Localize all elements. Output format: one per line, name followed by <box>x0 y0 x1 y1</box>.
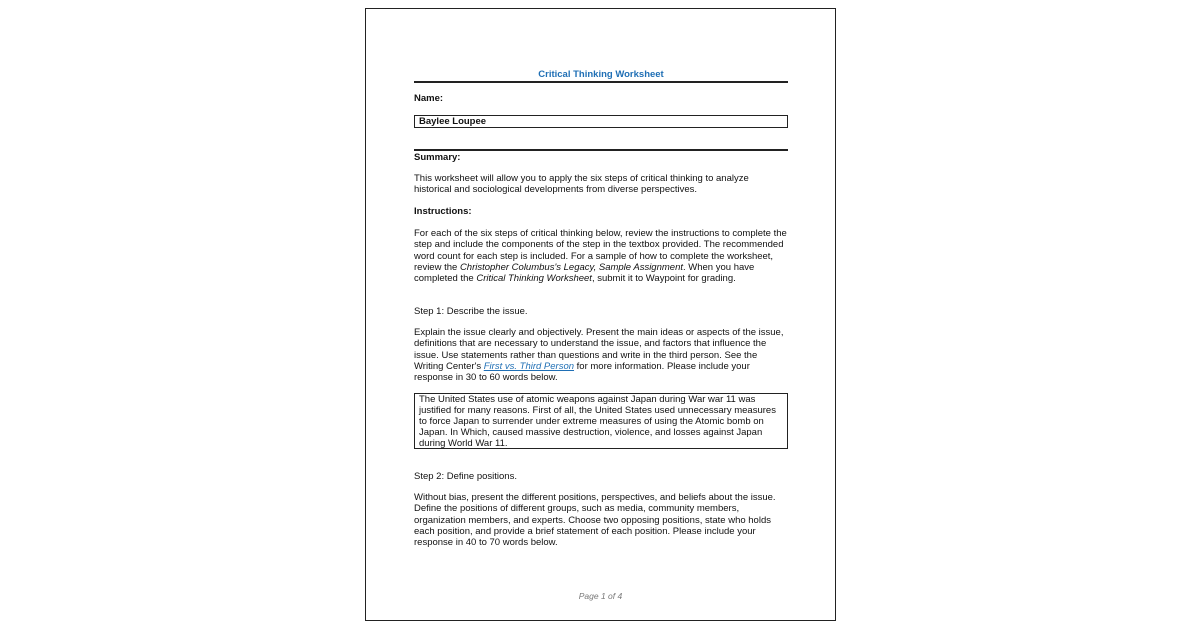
step2-instructions: Without bias, present the different positions, perspectives, and beliefs about the issue. Define the positions of different groups, such as media, community members, organization members, and experts. Choose two opposing positions, state who holds each position, and provide a brief statement of each position. Please include your response in 40 to 70 words below. <box>414 492 776 549</box>
name-value: Baylee Loupee <box>419 116 487 127</box>
first-vs-third-person-link[interactable]: First vs. Third Person <box>483 360 575 372</box>
page-number: Page 1 of 4 <box>578 591 623 601</box>
instructions-text: For each of the six steps of critical thinking below, review the instructions to complete the step and include the components of the step in the textbox provided. The recommended word count for each step is included. For a sample of how to complete the worksheet, review the Christopher Columbus's Legacy, Sample Assignment. When you have completed the Critical Thinking Worksheet, submit it to Waypoint for grading. <box>414 228 787 285</box>
name-label: Name: <box>414 93 444 104</box>
instructions-label: Instructions: <box>414 206 472 217</box>
name-field[interactable] <box>414 115 788 128</box>
step1-heading: Step 1: Describe the issue. <box>414 306 528 317</box>
step2-heading: Step 2: Define positions. <box>414 471 517 482</box>
summary-label: Summary: <box>414 152 461 163</box>
step1-answer-box[interactable] <box>414 393 788 449</box>
summary-text: This worksheet will allow you to apply the six steps of critical thinking to analyze historical and sociological developments from diverse perspectives. <box>414 173 749 196</box>
worksheet-title: Critical Thinking Worksheet <box>538 69 664 80</box>
document-page <box>365 8 836 621</box>
step1-instructions: Explain the issue clearly and objectively. Present the main ideas or aspects of the issue, definitions that are necessary to understand the issue, and factors that influence the issue. Use statements rather than questions and write in the third person. See the Writing Center's First vs. Third Person for more information. Please include your response in 30 to 60 words below. <box>414 327 784 384</box>
step1-answer-text: The United States use of atomic weapons against Japan during War war 11 was justified for many reasons. First of all, the United States used unnecessary measures to force Japan to surrender under extreme measures of using the Atomic bomb on Japan. In Which, caused massive destruction, violence, and losses against Japan during World War 11. <box>419 394 776 449</box>
title-divider <box>414 81 788 83</box>
summary-divider <box>414 149 788 151</box>
